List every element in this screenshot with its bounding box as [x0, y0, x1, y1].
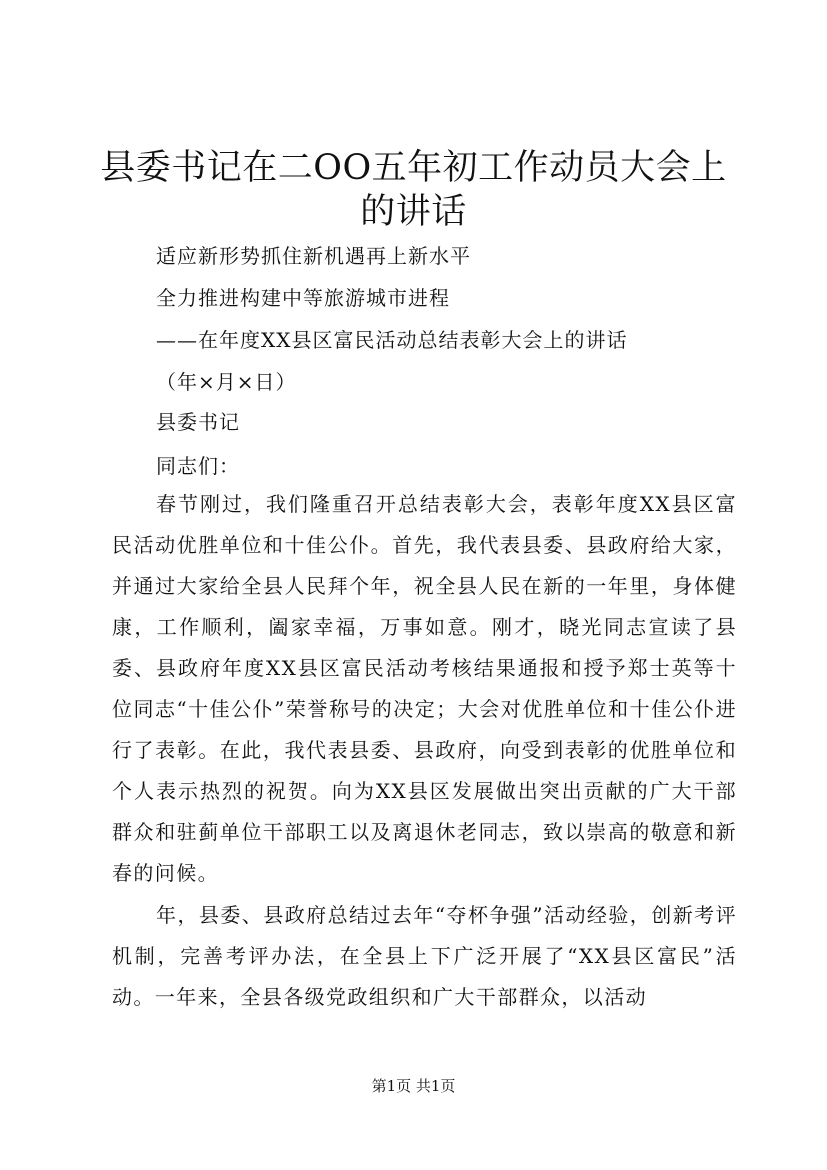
subtitle-line-1: 适应新形势抓住新机遇再上新水平 — [156, 244, 471, 268]
body-paragraph-2: 年，县委、县政府总结过去年“夺杯争强”活动经验，创新考评机制，完善考评办法，在全县上下广泛开展了“XX县区富民”活动。一年来，全县各级党政组织和广大干部群众，以活动 — [112, 903, 737, 1009]
salutation-line: 同志们： — [156, 454, 240, 478]
document-title: 县委书记在二OO五年初工作动员大会上的讲话 — [100, 148, 727, 232]
page-footer: 第1页 共1页 — [371, 1077, 456, 1095]
speaker-line: 县委书记 — [156, 410, 240, 434]
subtitle-line-3: ——在年度XX县区富民活动总结表彰大会上的讲话 — [156, 328, 628, 352]
date-line: （年×月×日） — [156, 370, 297, 394]
subtitle-line-2: 全力推进构建中等旅游城市进程 — [156, 286, 450, 310]
body-paragraph-1: 春节刚过，我们隆重召开总结表彰大会，表彰年度XX县区富民活动优胜单位和十佳公仆。首先，我代表县委、县政府给大家，并通过大家给全县人民拜个年，祝全县人民在新的一年里，身体健康，工作顺利，阖家幸福，万事如意。刚才，晓光同志宣读了县委、县政府年度XX县区富民活动考核结果通报和授予郑士英等十位同志“十佳公仆”荣誉称号的决定；大会对优胜单位和十佳公仆进行了表彰。在此，我代表县委、县政府，向受到表彰的优胜单位和个人表示热烈的祝贺。向为XX县区发展做出突出贡献的广大干部群众和驻蓟单位干部职工以及离退休老同志，致以崇高的敬意和新春的问候。 — [112, 492, 737, 885]
